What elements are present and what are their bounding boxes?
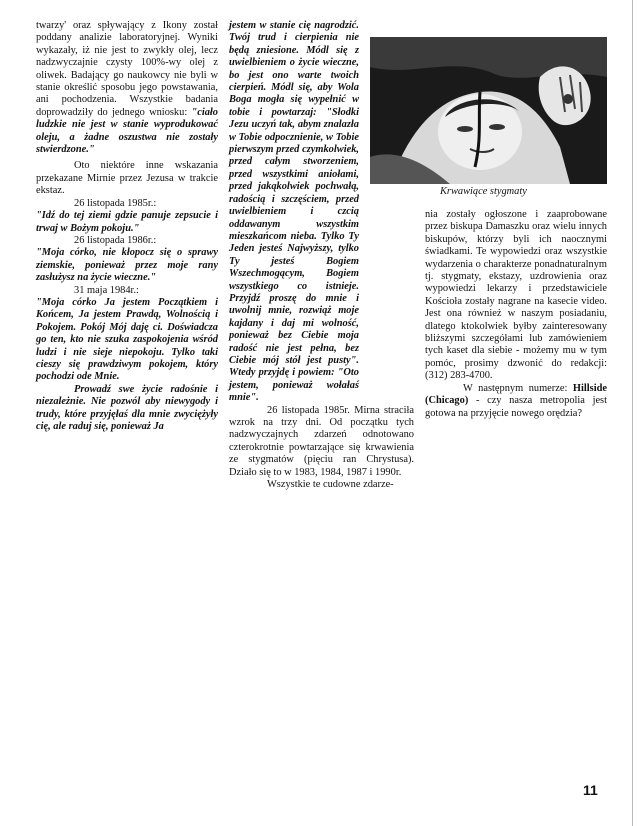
column-2-top (229, 20, 359, 405)
col2-paragraph-1: 26 listopada 1985r. Mirna straciła wzrok na trzy dni. Od początku tych nadzwyczajnych zdarzeń odnotowano czterokrotnie powtarzające się krwawienia ze stygmatów (pięciu ran Chrystusa). Działo się to w 1983, 1984, 1987 i 1990r. (229, 404, 414, 478)
next-issue-topic: Hillside (Chicago) (425, 382, 607, 407)
quote-3: "Moja córko Ja jestem Początkiem i Końcem, Ja jestem Prawdą, Wolnością i Pokojem. Pokój Mój daję ci. Doświadcza go ten, kto nie szuka zaspokojenia wśród ludzi i nie sieje niepokoju. Tylko taki cieszy się prawdziwym pokojem, który pochodzi ode Mnie. (36, 296, 218, 383)
col2-paragraph-2: Wszystkie te cudowne zdarze- (267, 479, 394, 491)
quote-1: "Idź do tej ziemi gdzie panuje zepsucie i trwaj w Bożym pokoju." (36, 210, 218, 234)
column-1 (36, 20, 218, 433)
date-3: 31 maja 1984r.: (74, 284, 139, 296)
quote-4: Prowadź swe życie radośnie i niezależnie. Nie pozwól aby niewygody i trudy, które przyjęłaś dla mnie zwyciężyły cię, ale raduj się, ponieważ Ja (36, 383, 218, 432)
photo-illustration (370, 37, 607, 184)
col3-paragraph-2: W następnym numerze: Hillside (Chicago) - czy nasza metropolia jest gotowa na przyjęcie nowego orędzia? (425, 382, 607, 419)
date-2: 26 listopada 1986r.: (74, 234, 157, 246)
col1-quote-1: "ciało ludzkie nie jest w stanie wyprodukować oleju, a żadne oszustwa nie zostały stwierdzone." (36, 106, 218, 156)
column-3 (425, 209, 607, 420)
col3-paragraph-1: nia zostały ogłoszone i zaaprobowane przez biskupa Damaszku oraz wielu innych biskupów, którzy byli ich naocznymi świadkami. Te wypowiedzi oraz wszystkie wydarzenia o charakterze ponadnaturalnym tj. stygmaty, ekstazy, uzdrowienia oraz wypowiedzi lekarzy i przedstawiciele Kościoła zostały nagrane na kasecie video. Jest ona również w naszym posiadaniu, dlatego ktokolwiek byłby zainteresowany bliższymi szczegółami lub zamówieniem tych kaset dla siebie - możemy mu w tym pomóc, prosimy dzwonić do redakcji: (312) 283-4700. (425, 209, 607, 382)
col1-paragraph-1: twarzy' oraz spływający z Ikony został poddany analizie laboratoryjnej. Wyniki wykazały, iż nie jest to zwykły olej, lecz nadzwyczajnie czysty 100%-wy olej z oliwek. Badający go naukowcy nie byli w stanie określić sposobu jego powstawania, ani pochodzenia. Wszystkie badania doprowadziły do jednego wniosku: "ciało ludzkie nie jest w stanie wyprodukować oleju, a żadne oszustwa nie zostały stwierdzone." (36, 20, 218, 156)
col2-quote: jestem w stanie cię nagrodzić. Twój trud i cierpienia nie będą zniesione. Módl się z uwielbieniem o życie wieczne, bo jest ono warte twoich cierpień. Módl się, aby Wola Boga mogła się wypełnić w tobie i powtarzaj: "Słodki Jezu uczyń tak, abym znalazła w Tobie odpocznienie, w Tobie pierwszym przed czymkolwiek, przed całym stworzeniem, przed wszystkimi aniołami, przed jakąkolwiek pochwałą, radością i szczęściem, przed uwielbieniem i czcią oddawanym wszystkim mieszkańcom nieba. Tylko Ty Jeden jesteś Najwyższy, tylko Ty jesteś Bogiem Wszechmogącym, Bogiem wszystkiego co istnieje. Przyjdź proszę do mnie i uwolnij mnie, rozwiąż moje kajdany i daj mi wolność, ponieważ bez Ciebie moja radość nie jest pełna, bez Ciebie mój stół jest pusty". Wtedy przyjdę i powiem: "Oto jestem, ponieważ wołałaś mnie". (229, 20, 359, 404)
page-number: 11 (583, 782, 598, 798)
stigmata-photo (370, 37, 607, 184)
col1-paragraph-2: Oto niektóre inne wskazania przekazane Mirnie przez Jezusa w trakcie ekstaz. (36, 160, 218, 197)
date-1: 26 listopada 1985r.: (74, 197, 157, 209)
quote-2: "Moja córko, nie kłopocz się o sprawy ziemskie, ponieważ przez moje rany zasłużysz na życie wieczne." (36, 247, 218, 284)
page-edge-rule (632, 0, 633, 826)
photo-caption: Krwawiące stygmaty (440, 186, 527, 197)
